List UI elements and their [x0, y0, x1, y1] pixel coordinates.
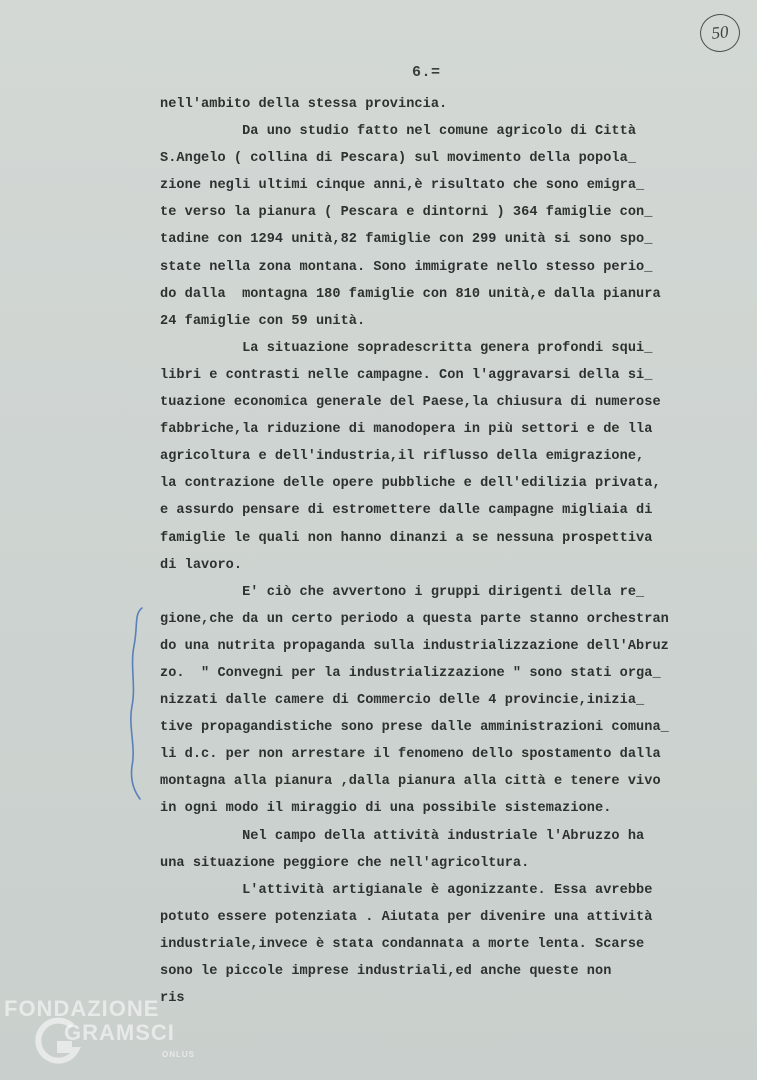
text-line: la contrazione delle opere pubbliche e dell'edilizia privata, [160, 476, 661, 492]
text-line: S.Angelo ( collina di Pescara) sul movimento della popola_ [160, 151, 637, 167]
text-line: gione,che da un certo periodo a questa parte stanno orchestran [160, 611, 669, 627]
text-line: nizzati dalle camere di Commercio delle 4 provincie,inizia_ [160, 693, 645, 709]
text-line: 24 famiglie con 59 unità. [160, 313, 366, 329]
text-line: sono le piccole imprese industriali,ed anche queste non [160, 964, 612, 979]
archive-page-number: 50 [710, 22, 730, 43]
text-line: li d.c. per non arrestare il fenomeno dello spostamento dalla [160, 747, 661, 763]
archive-page-number-stamp [698, 12, 742, 54]
text-line: tadine con 1294 unità,82 famiglie con 299 unità si sono spo_ [160, 232, 653, 248]
typed-text-body [160, 91, 750, 1012]
text-line: tive propagandistiche sono prese dalle amministrazioni comuna_ [160, 720, 669, 736]
fondazione-gramsci-watermark [2, 996, 202, 1076]
text-line: in ogni modo il miraggio di una possibile sistemazione. [160, 801, 612, 817]
text-line: nell'ambito della stessa provincia. [160, 97, 448, 112]
text-line: do dalla montagna 180 famiglie con 810 unità,e dalla pianura [160, 286, 661, 302]
text-line: Da uno studio fatto nel comune agricolo di Città [160, 124, 637, 140]
margin-pen-bracket-icon [126, 606, 148, 801]
text-line: una situazione peggiore che nell'agricoltura. [160, 855, 530, 871]
text-line: Nel campo della attività industriale l'Abruzzo ha [160, 828, 645, 844]
text-line: agricoltura e dell'industria,il riflusso della emigrazione, [160, 449, 645, 465]
watermark-line1: FONDAZIONE [4, 996, 160, 1021]
text-line: zo. " Convegni per la industrializzazione " sono stati orga_ [160, 665, 661, 681]
text-line: e assurdo pensare di estromettere dalle campagne migliaia di [160, 503, 653, 519]
watermark-line2: GRAMSCI [64, 1020, 175, 1045]
text-line: industriale,invece è stata condannata a morte lenta. Scarse [160, 936, 645, 952]
text-line: ris [160, 991, 185, 1007]
text-line: state nella zona montana. Sono immigrate nello stesso perio_ [160, 259, 653, 275]
page-number: 6.= [412, 64, 441, 81]
text-line: montagna alla pianura ,dalla pianura alla città e tenere vivo [160, 774, 661, 790]
text-line: libri e contrasti nelle campagne. Con l'aggravarsi della si_ [160, 367, 653, 383]
text-line: di lavoro. [160, 557, 243, 573]
text-line: L'attività artigianale è agonizzante. Essa avrebbe [160, 882, 653, 898]
text-line: do una nutrita propaganda sulla industrializzazione dell'Abruz [160, 638, 669, 654]
text-line: famiglie le quali non hanno dinanzi a se nessuna prospettiva [160, 530, 653, 546]
text-line: zione negli ultimi cinque anni,è risultato che sono emigra_ [160, 178, 645, 194]
text-line: E' ciò che avvertono i gruppi dirigenti della re_ [160, 584, 645, 600]
text-line: La situazione sopradescritta genera profondi squi_ [160, 340, 653, 356]
text-line: te verso la pianura ( Pescara e dintorni ) 364 famiglie con_ [160, 205, 653, 221]
watermark-sub: ONLUS [162, 1050, 195, 1059]
text-line: tuazione economica generale del Paese,la chiusura di numerose [160, 395, 661, 411]
text-line: potuto essere potenziata . Aiutata per divenire una attività [160, 909, 653, 925]
text-line: fabbriche,la riduzione di manodopera in più settori e de lla [160, 422, 653, 438]
